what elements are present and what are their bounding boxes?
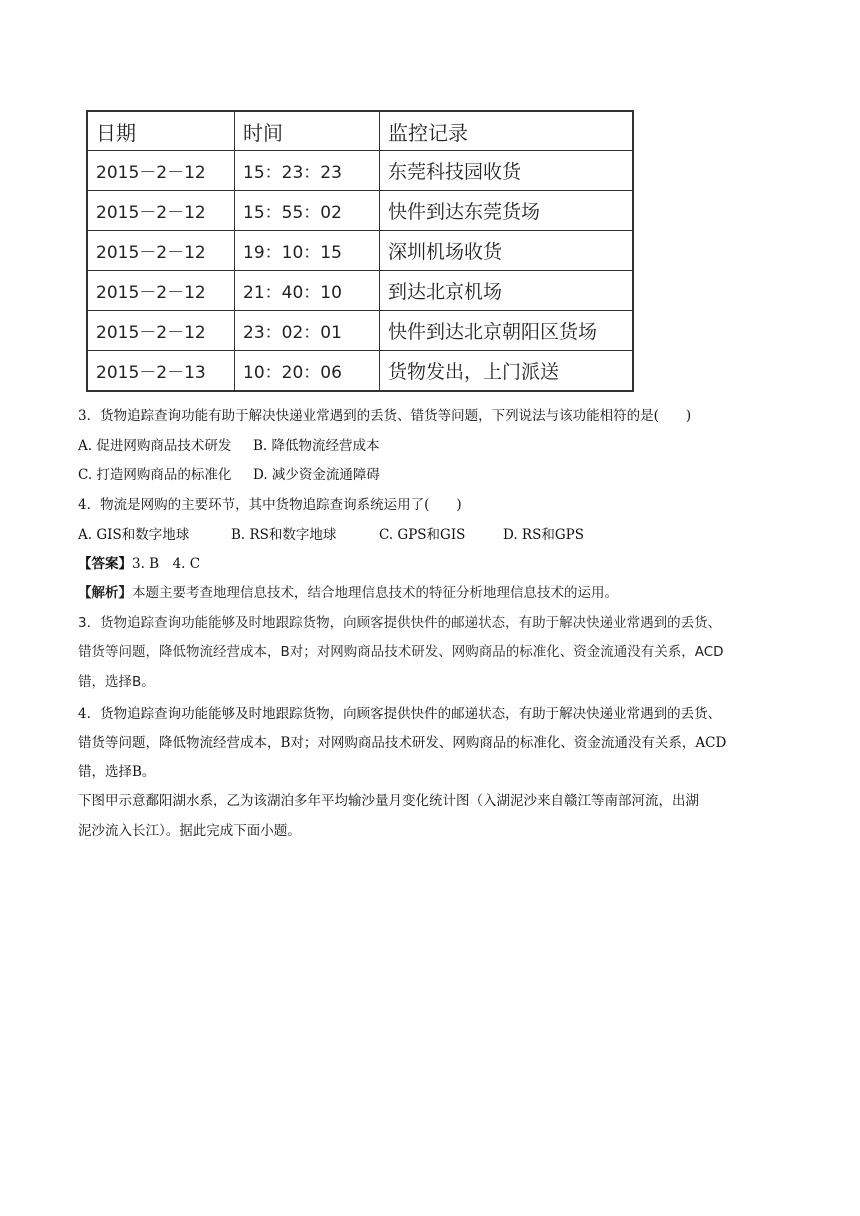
header-date: 日期 [87,111,235,151]
question-4-stem: 4．物流是网购的主要环节，其中货物追踪查询系统运用了( ) [78,497,462,513]
analysis-p3-line2: 错货等问题，降低物流经营成本，B对；对网购商品技术研发、网购商品的标准化、资金流通没有关系，ACD [78,644,724,660]
tracking-table [86,110,634,392]
option-3b: B. 降低物流经营成本 [253,438,380,454]
table-row [87,191,633,231]
cell-time: 10：20：06 [235,351,380,392]
cell-record: 快件到达北京朝阳区货场 [380,311,634,351]
cell-time: 15：23：23 [235,151,380,191]
analysis-p3-line1: 3．货物追踪查询功能能够及时地跟踪货物，向顾客提供快件的邮递状态，有助于解决快递业常遇到的丢货、 [78,615,722,631]
option-3a: A. 促进网购商品技术研发 [78,438,232,454]
question-3-options-ab [78,437,380,455]
question-3-stem: 3．货物追踪查询功能有助于解决快递业常遇到的丢货、错货等问题，下列说法与该功能相符的是( ) [78,408,692,424]
intro-line1: 下图甲示意鄱阳湖水系，乙为该湖泊多年平均输沙量月变化统计图（入湖泥沙来自赣江等南部河流，出湖 [78,793,699,809]
table-row [87,271,633,311]
header-time: 时间 [235,111,380,151]
cell-time: 19：10：15 [235,231,380,271]
cell-date: 2015－2－12 [87,311,235,351]
answer-text: 3. B 4. C [132,556,201,572]
analysis-text: 本题主要考查地理信息技术，结合地理信息技术的特征分析地理信息技术的运用。 [132,585,618,601]
table-row [87,311,633,351]
table-header-row [87,111,633,151]
answer-label: 【答案】 [78,556,132,572]
cell-date: 2015－2－13 [87,351,235,392]
option-4b: B. RS和数字地球 [231,527,337,543]
option-4a: A. GIS和数字地球 [78,527,190,543]
cell-record: 深圳机场收货 [380,231,634,271]
header-record: 监控记录 [380,111,634,151]
analysis-p4-line1: 4．货物追踪查询功能能够及时地跟踪货物，向顾客提供快件的邮递状态，有助于解决快递业常遇到的丢货、 [78,706,722,722]
intro-line2: 泥沙流入长江）。据此完成下面小题。 [78,823,301,839]
cell-record: 货物发出，上门派送 [380,351,634,392]
answer-line [78,555,200,573]
cell-date: 2015－2－12 [87,271,235,311]
table-row [87,231,633,271]
table-row [87,351,633,392]
cell-date: 2015－2－12 [87,151,235,191]
question-4-options [78,526,584,544]
cell-record: 快件到达东莞货场 [380,191,634,231]
analysis-p3-line3: 错，选择B。 [78,674,155,690]
option-3c: C. 打造网购商品的标准化 [78,467,232,483]
table-row [87,151,633,191]
cell-time: 15：55：02 [235,191,380,231]
option-4c: C. GPS和GIS [379,527,466,543]
cell-time: 23：02：01 [235,311,380,351]
analysis-p4-line3: 错，选择B。 [78,764,156,780]
option-3d: D. 减少资金流通障碍 [253,467,380,483]
cell-record: 到达北京机场 [380,271,634,311]
cell-date: 2015－2－12 [87,231,235,271]
analysis-p4-line2: 错货等问题，降低物流经营成本，B对；对网购商品技术研发、网购商品的标准化、资金流通没有关系，ACD [78,735,727,751]
analysis-line [78,584,618,602]
option-4d: D. RS和GPS [503,527,584,543]
cell-record: 东莞科技园收货 [380,151,634,191]
cell-time: 21：40：10 [235,271,380,311]
question-3-options-cd [78,466,380,484]
analysis-label: 【解析】 [78,585,132,601]
cell-date: 2015－2－12 [87,191,235,231]
